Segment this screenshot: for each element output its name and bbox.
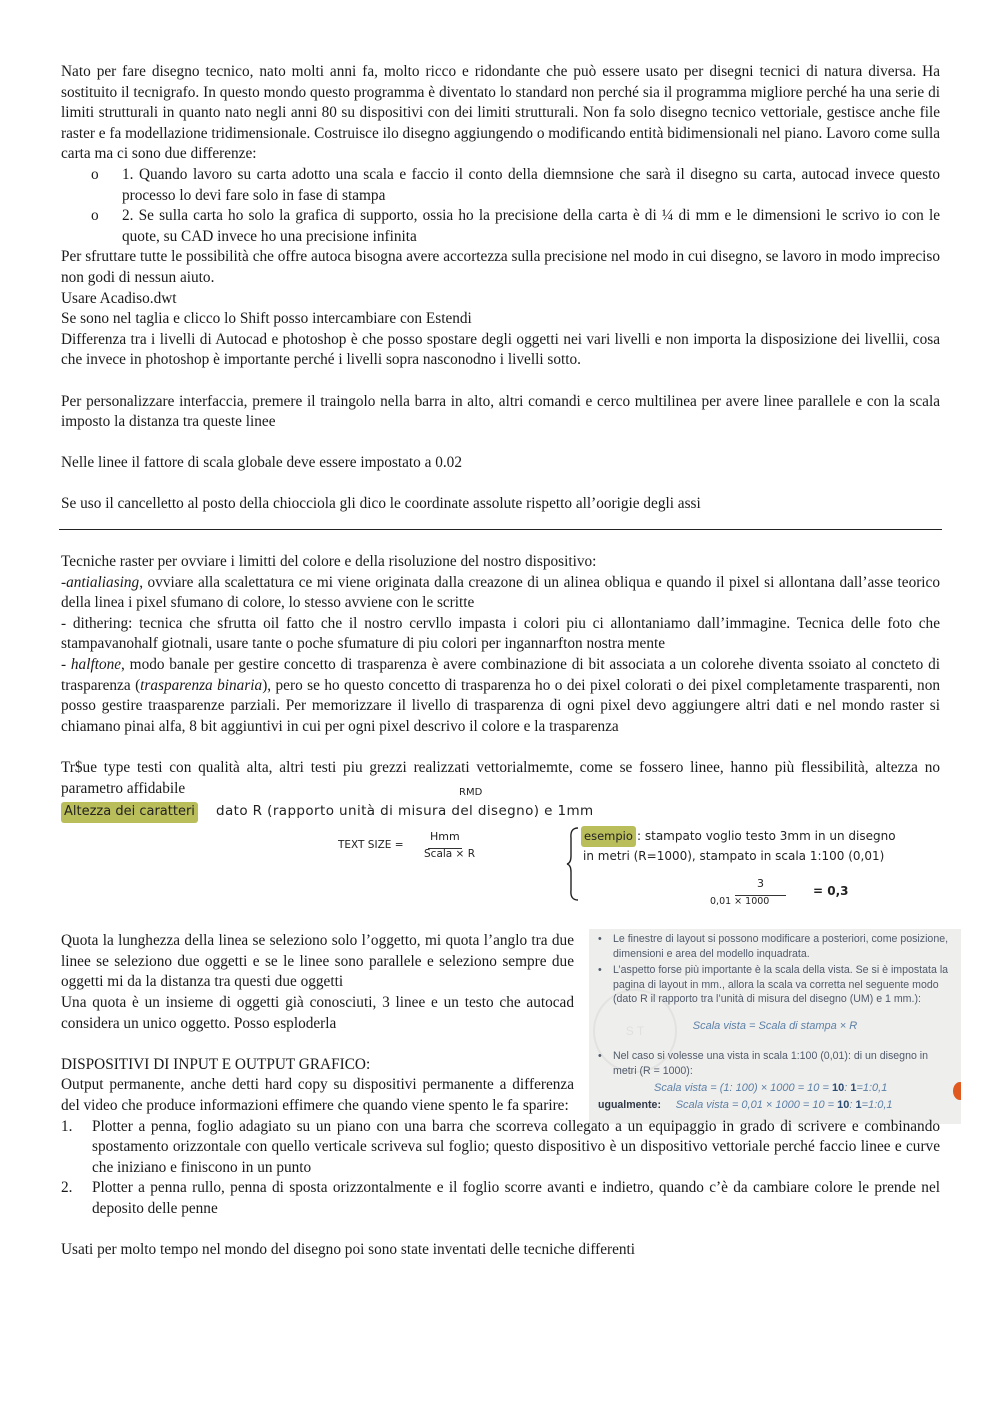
horizontal-divider — [59, 529, 942, 530]
paragraph: Per sfruttare tutte le possibilità che offre autoca bisogna avere accortezza sulla precisione nel modo in cui disegno, se lavoro in modo impreciso non godi di nessun aiuto. — [61, 248, 940, 286]
paragraph: Se uso il cancelletto al posto della chiocciola gli dico le coordinate assolute rispetto all’oorigie degli assi — [61, 495, 701, 513]
antialiasing-paragraph: -antialiasing, ovviare alla scalettatura ce mi viene originata dalla creazone di un alinea obliqua e quando il pixel si allontana dall’asse teorico della linea i pixel sfumano di colore, lo stesso avviene con le scritte — [61, 573, 940, 612]
devices-list — [61, 1117, 940, 1220]
text-size-label: TEXT SIZE = — [338, 839, 404, 852]
slide-equation: Scala vista = (1: 100) × 1000 = 10 = 10: 1=1:0,1 — [654, 1082, 888, 1095]
intro-paragraph: Nato per fare disegno tecnico, nato molti anni fa, molto ricco e ridondante che può essere usato per disegni tecnici di natura diversa. Ha sostituito il tecnigrafo. In questo mondo questo programma è diventato lo standard non perché sia il programma migliore perché ha una serie di limiti strutturali in quanto nato negli anni 80 su dispositivi con dei limiti strutturali. Non fa solo disegno tecnico vettoriale, gestisce anche file raster e fa modellazione tridimensionale. Costruisce ilo disegno aggiungendo o modificando entità bidimensionali nel piano. Lavoro come sulla carta ma ci sono due differenze: — [61, 63, 940, 163]
list-item: 1. Plotter a penna, foglio adagiato su un piano con una barra che scorreva collegato a un equipaggio in grado di scrivere e combinando spostamento orizzontale con quello verticale scriveva sul foglio; questo dispositivo è un dispositivo vettoriale perché faccio linee e curve che iniziano e finiscono in un punto — [61, 1117, 940, 1176]
paragraph: Output permanente, anche detti hard copy su dispositivi permanente a differenza del video che produce informazioni effimere che quando viene spento le fa sparire: — [61, 1076, 574, 1114]
paragraph: Usati per molto tempo nel mondo del disegno poi sono state inventati delle tecniche differenti — [61, 1241, 636, 1259]
fraction-numerator: Hmm — [428, 827, 462, 849]
paragraph: Differenza tra i livelli di Autocad e photoshop è che posso spostare degli oggetti nei vari livelli e non importa la disposizione dei livellii, cosa che invece in photoshop è importante perché i livelli sopra nasconodno i livelli sotto. — [61, 330, 940, 369]
curly-brace-icon — [566, 826, 580, 902]
paragraph: Usare Acadiso.dwt — [61, 289, 177, 307]
truetype-paragraph: Tr$ue type testi con qualità alta, altri testi piu grezzi realizzati vettorialmemte, come se fossero linee, hanno più flessibilità, altezza no parametro affidabile — [61, 759, 940, 797]
highlighted-heading: Altezza dei caratteri — [61, 802, 198, 823]
fraction-denominator: 0,01 × 1000 — [710, 896, 770, 908]
university-seal-icon: S T — [593, 989, 677, 1073]
fraction-denominator: Scala × R — [424, 848, 475, 861]
slide-formula: Scala vista = Scala di stampa × R — [692, 1019, 858, 1032]
handwritten-line: : stampato voglio testo 3mm in un disegno — [637, 829, 896, 844]
list-item: o 1. Quando lavoro su carta adotto una scala e faccio il conto della diemnsione che sarà il disegno su carta, autocad invece questo processo lo devi fare solo in fase di stampa — [91, 165, 940, 204]
slide-bullet: • Nel caso si volesse una vista in scala 1:100 (0,01): di un disegno in metri (R = 1000): — [598, 1050, 929, 1077]
paragraph: Tecniche raster per ovviare i limitti del colore e della risoluzione del nostro dispositivo: — [61, 553, 597, 571]
differences-list — [61, 165, 940, 247]
paragraph: Nelle linee il fattore di scala globale deve essere impostato a 0.02 — [61, 454, 462, 472]
handwritten-line: dato R (rapporto unità di misura del disegno) e 1mm — [216, 803, 594, 820]
slide-bullet: • L’aspetto forse più importante è la scala della vista. Se si è impostata la pagina di layout in mm., allora la scala va corretta nel seguente modo (dato R il rapporto tra l’unità di misura del disegno (UM) e 1 mm.): — [598, 964, 949, 1006]
esempio-highlight: esempio — [581, 826, 636, 847]
handwritten-result: = 0,3 — [813, 884, 849, 899]
slide-screenshot — [589, 929, 961, 1124]
orange-marker-icon — [953, 1082, 961, 1100]
paragraph: Per personalizzare interfaccia, premere il traingolo nella barra in alto, altri comandi e cerco multilinea per avere linee parallele e con la scala imposto la distanza tra queste linee — [61, 392, 940, 431]
handwritten-line: in metri (R=1000), stampato in scala 1:100 (0,01) — [583, 849, 885, 864]
bullet-marker: o — [91, 165, 99, 183]
document-page — [61, 62, 949, 1261]
slide-equation: ugualmente: Scala vista = 0,01 × 1000 = 10 = 10: 1=1:0,1 — [598, 1098, 893, 1111]
fraction-numerator: 3 — [735, 874, 786, 896]
paragraph: Quota la lunghezza della linea se seleziono solo l’oggetto, mi quota l’anglo tra due linee se seleziono due oggetti e se le linee sono parallele e seleziono sempre due oggetti mi da la distanza tra questi due oggetti — [61, 932, 574, 991]
list-item: 2. Plotter a penna rullo, penna di sposta orizzontalmente e il foglio scorre avanti e indietro, quando c’è da cambiare colore le prende nel deposito delle penne — [61, 1179, 940, 1217]
bullet-marker: o — [91, 207, 99, 225]
section-heading: DISPOSITIVI DI INPUT E OUTPUT GRAFICO: — [61, 1055, 371, 1073]
handwritten-note — [61, 787, 940, 931]
dithering-paragraph: - dithering: tecnica che sfrutta oil fatto che il nostro cervllo impasta i colori piu ci allontaniamo dall’immagine. Tecnica delle foto che stampavanohalf giotnali, usare tante o poche sfumature di piu colori per ingannarfton nostra mente — [61, 614, 940, 653]
halftone-paragraph: - halftone, modo banale per gestire concetto di trasparenza è avere combinazione di bit associata a un colorehe diventa ssoiato al concteto di trasparenza (trasparenza binaria), pero se ho questo concetto di trasparenza ho o dei pixel colorati o dei pixel completamente trasparenti, non posso gestire traasparenze parziali. Per memorizzare il livello di trasparenza di ogni pixel devo aggiungere altri dati e nel mondo raster si chiamano pinai alfa, 8 bit aggiuntivi in cui per ogni pixel descrivo il colore e la trasparenza — [61, 656, 941, 735]
rmd-label: RMD — [459, 787, 483, 799]
slide-bullet: • Le finestre di layout si possono modificare a posteriori, come posizione, dimensioni e area del modello inquadrata. — [598, 933, 949, 960]
paragraph: Una quota è un insieme di oggetti già conosciuti, 3 linee e un testo che autocad considera un unico oggetto. Posso esploderla — [61, 993, 574, 1032]
list-item: o 2. Se sulla carta ho solo la grafica di supporto, ossia ho la precisione della carta è di ¼ di mm e le dimensioni le scrivo io con le quote, su CAD invece ho una precisione infinita — [91, 207, 940, 245]
quota-section — [61, 931, 949, 1116]
paragraph: Se sono nel taglia e clicco lo Shift posso intercambiare con Estendi — [61, 310, 472, 328]
